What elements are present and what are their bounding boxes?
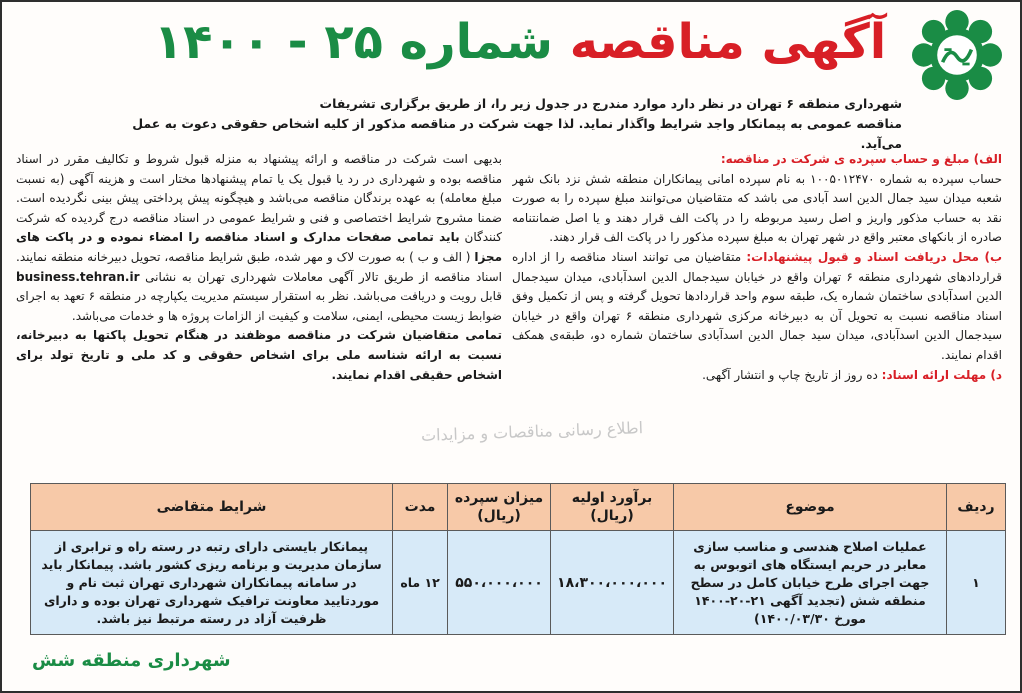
envelope-delivery-text: ( الف و ب ) به صورت لاک و مهر شده، طبق شرایط مناقصه، تحویل دبیرخانه منطقه نمایند. اسناد مناقصه از طریق تالار آگهی معاملات شهرداری تهران به نشانی (16, 249, 502, 284)
section-a-body: حساب سپرده به شماره ۱۰۰۵۰۱۲۴۷۰ به نام سپرده امانی پیمانکاران منطقه شش نزد بانک شهر شعبه میدان سید جمال الدین اسد آبادی می باشد که متقاضیان می‌توانند مبلغ سپرده را به صورت نقد به حساب مذکور واریز و اصل رسید مربوطه را در پاکت الف قرار دهند و یا اصل ضمانتنامه صادره از بانکهای معتبر واقع در شهر تهران به مبلغ سپرده مذکور را در پاکت الف قرار دهند. (512, 171, 1002, 245)
section-d-body: ده روز از تاریخ چاپ و انتشار آگهی. (702, 367, 882, 382)
general-conditions (16, 150, 502, 326)
section-b-body: متقاضیان می توانند اسناد مناقصه را از اداره قراردادهای شهرداری منطقه ۶ تهران واقع در خیابان سیدجمال الدین اسدآبادی، میدان سیدجمال الدین اسدآبادی ساختمان شماره یک، طبقه سوم واحد قراردادها تحویل گرفته و پس از تکمیل وفق اسناد مناقصه نسبت به تحویل آن به دبیرخانه مرکزی شهرداری منطقه ۶ تهران واقع در خیابان سیدجمال الدین اسدآبادی، میدان سید جمال الدین اسدآبادی ساختمان شماره دو، طبقه‌ی همکف اقدام نمایند. (512, 249, 1002, 362)
website-after-text: قابل رویت و دریافت می‌باشد. نظر به استقرار سیستم مدیریت یکپارچه در منطقه ۶ تعهد به اجرای ضوابط زیست محیطی، ایمنی، سلامت و کیفیت از الزامات پروژه ها و خدمات می‌باشد. (16, 289, 502, 323)
title-main: آگهی مناقصه (569, 14, 887, 70)
cell-conditions: پیمانکار بایستی دارای رتبه در رسته راه و ترابری از سازمان مدیریت و برنامه ریزی کشور باشد. پیمانکار باید در سامانه پیمانکاران شهرداری تهران ثبت نام و موردتایید معاونت ترافیک شهرداری تهران بوده و دارای ظرفیت آزاد در رسته مرتبط نیز باشد. (31, 531, 393, 635)
tehran-municipality-logo-icon (912, 10, 1002, 100)
table-row (31, 531, 1006, 635)
header-duration: مدت (393, 484, 448, 531)
conditions-left-column (16, 150, 502, 472)
header-row-number: ردیف (947, 484, 1006, 531)
section-a-heading: الف) مبلغ و حساب سپرده ی شرکت در مناقصه: (720, 152, 1002, 166)
section-d (512, 366, 1002, 386)
header-subject: موضوع (674, 484, 947, 531)
website-link[interactable]: business.tehran.ir (16, 269, 140, 284)
header-conditions: شرایط متقاضی (31, 484, 393, 531)
cell-duration: ۱۲ ماه (393, 531, 448, 635)
title-number: شماره ۲۵ - ۱۴۰۰ (153, 14, 553, 70)
cell-estimate: ۱۸،۳۰۰،۰۰۰،۰۰۰ (551, 531, 674, 635)
table-header-row (31, 484, 1006, 531)
intro-paragraph (102, 94, 902, 154)
general-conditions-text: بدیهی است شرکت در مناقصه و ارائه پیشنهاد به منزله قبول شروط و تکالیف مقرر در اسناد مناقصه بوده و شهرداری در رد یا قبول یک یا تمام پیشنهادها مختار است و هزینه آگهی (به نسبت مبلغ معامله) به عهده برندگان مناقصه می‌باشد و هیچگونه پیش پرداختی پیش بینی نگردیده است. ضمنا مشروح شرایط اختصاصی و فنی و شرایط عمومی در اسناد مناقصه درج گردیده که شرکت کنندگان (16, 152, 502, 245)
page-title (140, 10, 900, 74)
section-a (512, 150, 1002, 248)
intro-line1: در نظر دارد موارد مندرج در جدول زیر را، از طریق برگزاری تشریفات (319, 96, 747, 111)
tender-table (30, 483, 1006, 635)
intro-organization: شهرداری منطقه ۶ تهران (746, 96, 902, 111)
cell-deposit: ۵۵۰،۰۰۰،۰۰۰ (448, 531, 551, 635)
cell-subject: عملیات اصلاح هندسی و مناسب سازی معابر در حریم ایستگاه های اتوبوس به جهت اجرای طرح خیابان کامل در سطح منطقه شش (تجدید آگهی ۲۱-۲۰-۱۴۰۰ مورخ ۱۴۰۰/۰۳/۳۰) (674, 531, 947, 635)
watermark-text: اطلاع رسانی مناقصات و مزایدات (420, 418, 644, 445)
section-b (512, 248, 1002, 366)
section-d-heading: د) مهلت ارائه اسناد: (881, 367, 1002, 382)
section-b-heading: ب) محل دریافت اسناد و قبول پیشنهادات: (746, 249, 1002, 264)
national-id-note: تمامی متقاضیان شرکت در مناقصه موظفند در هنگام تحویل پاکتها به دبیرخانه، نسبت به ارائه شناسه ملی برای اشخاص حقوقی و کد ملی و تاریخ تولد برای اشخاص حقیقی اقدام نمایند. (16, 328, 502, 382)
header-deposit: میزان سپرده (ریال) (448, 484, 551, 531)
sign-all-pages-note: باید تمامی صفحات مدارک و اسناد مناقصه را امضاء نموده و در پاکت های مجزا (16, 230, 502, 264)
header-estimate: برآورد اولیه (ریال) (551, 484, 674, 531)
intro-line2: مناقصه عمومی به پیمانکار واجد شرایط واگذار نماید. لذا جهت شرکت در مناقصه مذکور از کلیه اشخاص حقوقی دعوت به عمل می‌آید. (132, 116, 902, 151)
cell-row-number: ۱ (947, 531, 1006, 635)
footer-signature: شهرداری منطقه شش (32, 650, 231, 671)
